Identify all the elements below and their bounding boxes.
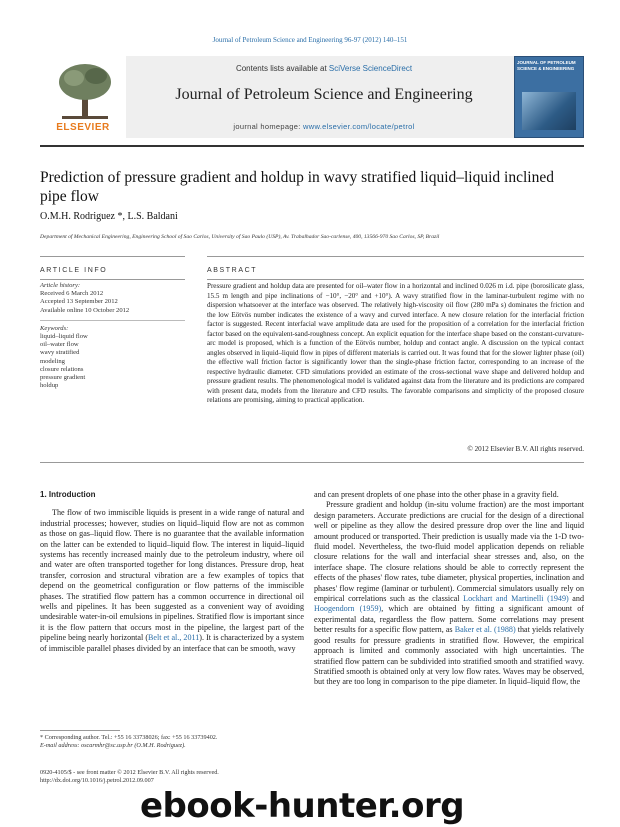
body-right-column bbox=[314, 490, 584, 688]
front-matter: 0920-4105/$ - see front matter © 2012 Elsevier B.V. All rights reserved. bbox=[40, 769, 219, 776]
article-title: Prediction of pressure gradient and holdup in wavy stratified liquid–liquid inclined pipe flow bbox=[40, 169, 554, 205]
citation-link[interactable]: Hoogendorn (1959) bbox=[314, 604, 382, 614]
cover-image bbox=[522, 92, 576, 130]
page-footer bbox=[40, 769, 219, 785]
accepted-date: Accepted 13 September 2012 bbox=[40, 298, 118, 306]
abstract-bottom-divider bbox=[40, 462, 584, 463]
history-label: Article history: bbox=[40, 282, 81, 289]
info-divider bbox=[40, 256, 185, 257]
citation-link[interactable]: Baker et al. (1988) bbox=[454, 625, 516, 635]
sciencedirect-link[interactable]: SciVerse ScienceDirect bbox=[328, 64, 413, 73]
article-info bbox=[40, 282, 180, 390]
citation-link[interactable]: Belt et al., 2011 bbox=[148, 633, 200, 643]
body-left-column bbox=[40, 490, 304, 654]
online-date: Available online 10 October 2012 bbox=[40, 306, 130, 314]
keyword: modeling bbox=[40, 357, 65, 365]
contents-available: Contents lists available at SciVerse ScienceDirect bbox=[235, 64, 413, 73]
journal-homepage: journal homepage: www.elsevier.com/locate/petrol bbox=[233, 122, 415, 131]
keyword: pressure gradient bbox=[40, 374, 86, 382]
doi-link[interactable]: http://dx.doi.org/10.1016/j.petrol.2012.09.007 bbox=[40, 776, 154, 784]
info-subdivider bbox=[40, 279, 185, 280]
intro-paragraph: The flow of two immiscible liquids is present in a wide range of natural and industrial processes; however, studies on liquid–liquid flow are not as common as those on gas–liquid flow. There is no guarantee that the available information on the latter can be extended to liquid–liquid flow. The interest in liquid–liquid systems has recently increased mainly due to the petroleum industry, where oil and water are often transported together for long distances. Pressure drop, heat transfer, corrosion and structural vibration are a few examples of topics that depend on the geometrical configuration or flow patterns of the immiscible phases. The stratified flow pattern has a common occurrence in directional oil wells and pipelines. It has been suggested as a convenient way of avoiding undesirable water-in-oil emulsions in pipelines. Stratified flow is important since it is the flow pattern that occurs most in the pipeline, the largest part of the pipeline being nearly horizontal (Belt et al., 2011). It is characterized by a system of immiscible parallel phases divided by an interface that can be smooth, wavy bbox=[40, 508, 304, 653]
elsevier-wordmark: ELSEVIER bbox=[56, 122, 110, 133]
abstract-copyright: © 2012 Elsevier B.V. All rights reserved. bbox=[467, 445, 584, 453]
keyword: wavy stratified bbox=[40, 349, 80, 357]
cover-title: JOURNAL OF PETROLEUM SCIENCE & ENGINEERING bbox=[517, 60, 576, 71]
paragraph-continuation: and can present droplets of one phase into the other phase in a gravity field. bbox=[314, 490, 559, 499]
abstract-heading: ABSTRACT bbox=[207, 267, 258, 274]
corresponding-author: * Corresponding author. Tel.: +55 16 33738026; fax: +55 16 33739402. bbox=[40, 734, 218, 741]
received-date: Received 6 March 2012 bbox=[40, 290, 104, 298]
abstract-subdivider bbox=[207, 279, 584, 280]
header-divider bbox=[40, 145, 584, 147]
citation-link[interactable]: Lockhart and Martinelli (1949) bbox=[463, 594, 569, 604]
elsevier-tree-icon bbox=[56, 60, 114, 120]
journal-reference[interactable]: Journal of Petroleum Science and Engineering 96-97 (2012) 140–151 bbox=[212, 36, 408, 44]
keyword: closure relations bbox=[40, 365, 84, 373]
journal-title: Journal of Petroleum Science and Engineering bbox=[175, 86, 473, 103]
paragraph: Pressure gradient and holdup (in-situ volume fraction) are the most important design parameters. Accurate predictions are crucial for the design of a directional well or pipeline as they allow the desired pressure drop over the line and liquid amount produced or transported. Their prediction is usually made via the 1-D two-fluid model. Nevertheless, the two-fluid model application depends on reliable closure relations for the wall and interfacial shear stresses and, also, on the interface shape. The closure relations should be able to correctly represent the effects of the phases' flow rates, tube diameter, physical properties, inclination and phases' flow regime (laminar or turbulent). Commercial simulators usually rely on empirical correlations such as the classical Lockhart and Martinelli (1949) and Hoogendorn (1959), which are obtained by fitting a significant amount of experimental data, regardless the flow pattern. Some correlations may present better results for a specific flow pattern, as Baker et al. (1988) that yields relatively good results for pressure gradients in stratified flow. However, the empirical approach is limited and commonly associated with high uncertainties. The stratified flow pattern can be subdivided into stratified smooth and stratified wavy. Stratified smooth is obtained only at very low flow rates. Waves may be observed, but they are too long in comparison to the pipe diameter. In liquid–liquid flow, the bbox=[314, 500, 585, 687]
keyword: holdup bbox=[40, 382, 59, 390]
introduction-heading: 1. Introduction bbox=[40, 490, 96, 499]
keyword: liquid–liquid flow bbox=[40, 333, 88, 341]
author-affiliation: Department of Mechanical Engineering, Engineering School of Sao Carlos, University of Sao Paulo (USP), Av. Trabalhador Sao-carlense, 400, 13566-970 Sao Carlos, SP, Brazil bbox=[40, 234, 440, 240]
article-authors: O.M.H. Rodriguez *, L.S. Baldani bbox=[40, 211, 178, 222]
abstract-divider bbox=[207, 256, 584, 257]
abstract-text: Pressure gradient and holdup data are presented for oil–water flow in a horizontal and inclined 0.026 m i.d. pipe (borosilicate glass, 15.5 m length and pipe inclinations of −10°, −20° and +10°). A wavy stratified flow in the laminar-turbulent regime with no dispersion whatsoever at the interface was observed. The relatively high-viscosity oil flow (280 mPa s) dominates the friction and the low Eötvös number indicates the existence of a wavy and curved interface. A new closure relation for the interfacial friction factor is suggested. Recent interfacial wave amplitude data are used for the proposition of a correlation for the interfacial friction factor based on the equivalent-sand-roughness concept. An explicit equation for the interface shape based on the constant-curvature-arc model is proposed, which is a function of the Eötvös number, holdup and contact angle. A discussion on the typical contact angles observed in liquid–liquid flow in pipes of different materials is carried out. It was found that for the slower lighter phase (oil) the effective wall friction factor is significantly lower than the single-phase friction factor, corresponding to an increase of the respective hydraulic diameter. CFD simulations provided an estimate of the cross-sectional wave shape and delivered holdup and pressure gradient results. The phenomenological model is validated against data from the literature and its predictions are compared with present data, models from the literature and CFD results. The favorable comparisons and simplicity of the proposed closure relations are promising, aiming to practical application. bbox=[207, 282, 584, 404]
keywords-label: Keywords: bbox=[40, 324, 69, 332]
article-info-heading: ARTICLE INFO bbox=[40, 267, 108, 274]
footnote bbox=[40, 734, 304, 750]
keywords-divider bbox=[40, 320, 185, 321]
footnote-divider bbox=[40, 730, 120, 731]
homepage-link[interactable]: www.elsevier.com/locate/petrol bbox=[303, 122, 415, 131]
keyword: oil–water flow bbox=[40, 341, 79, 349]
email-address: E-mail address: oscarmhr@sc.usp.br (O.M.H. Rodriguez). bbox=[40, 741, 186, 749]
watermark: ebook-hunter.org bbox=[140, 786, 465, 826]
